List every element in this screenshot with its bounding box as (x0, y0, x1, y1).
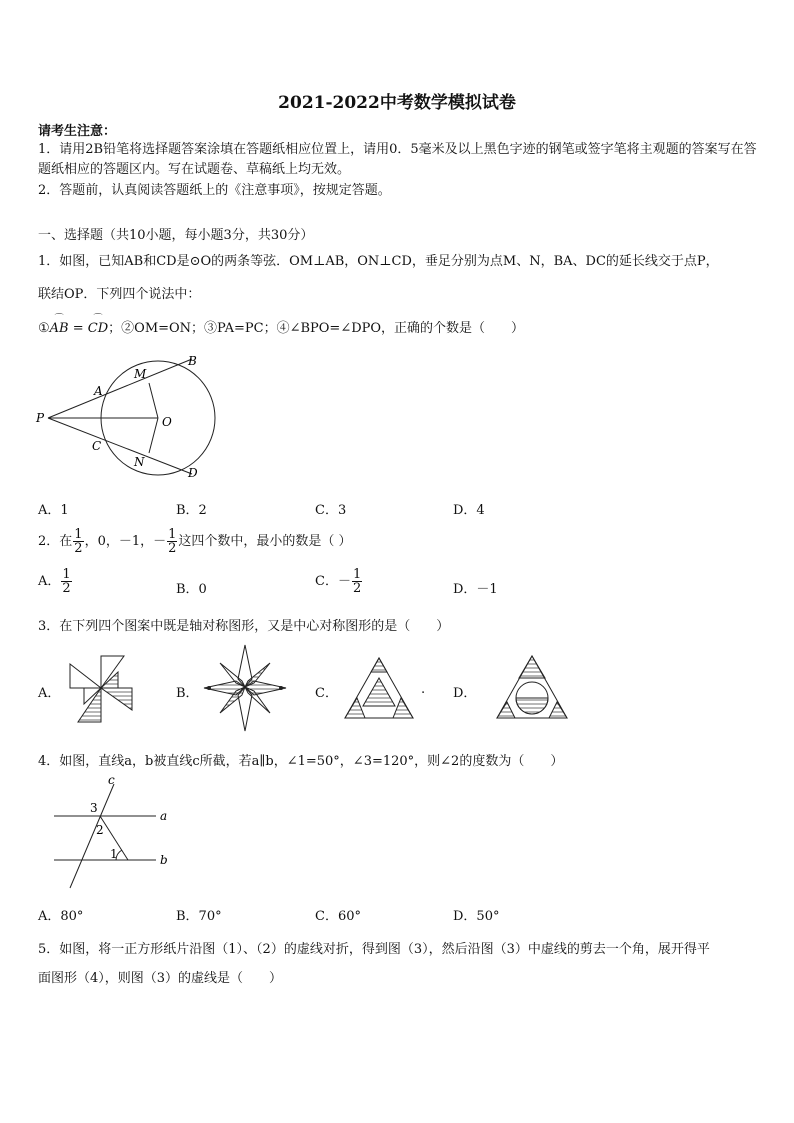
notice-item-1: 1．请用2B铅笔将选择题答案涂填在答题纸相应位置上，请用0．5毫米及以上黑色字迹的钢笔或签字笔将主观题的答案写在答题纸相应的答题区内。写在试题卷、草稿纸上均无效。 (38, 142, 757, 177)
angle-1-label: 1 (110, 847, 118, 861)
frac-num: 1 (168, 527, 177, 542)
label-a: A (94, 384, 103, 398)
q2-stem (38, 528, 352, 555)
q2-option-a-label: A． (38, 574, 61, 589)
q3-option-b: B． (176, 686, 199, 701)
label-b: b (160, 853, 168, 867)
notice-item-2: 2．答题前，认真阅读答题纸上的《注意事项》，按规定答题。 (38, 183, 391, 198)
q1-option-a: A．1 (38, 503, 69, 518)
q2-option-b: B．0 (176, 582, 207, 597)
frac-num: 1 (62, 567, 71, 582)
q2-option-c (315, 568, 363, 595)
notice-heading: 请考生注意： (38, 124, 117, 139)
q2-option-a (38, 568, 73, 595)
q2-option-c-fraction (352, 568, 362, 595)
angle-3-label: 3 (90, 801, 98, 815)
q4-option-a: A．80° (38, 909, 84, 924)
label-c: c (108, 773, 115, 787)
angle-2-label: 2 (96, 823, 104, 837)
q4-option-d: D．50° (453, 909, 500, 924)
label-p: P (36, 411, 45, 425)
label-n: N (134, 455, 145, 469)
label-a: a (160, 809, 168, 823)
q1-stem-line2: 联结OP．下列四个说法中： (38, 287, 201, 302)
q2-pre: 2．在 (38, 534, 73, 549)
frac-den: 2 (74, 541, 83, 556)
label-c: C (92, 439, 102, 453)
q1-equals: = (68, 321, 88, 336)
q3-figure-b-star (202, 643, 288, 733)
frac-den: 2 (168, 541, 177, 556)
q5-stem-line1: 5．如图，将一正方形纸片沿图（1）、（2）的虚线对折，得到图（3），然后沿图（3）中虚线的剪去一个角，展开得平 (38, 942, 710, 957)
q2-option-d: D．－1 (453, 582, 498, 597)
q2-post: 这四个数中，最小的数是（ ） (178, 534, 352, 549)
section-heading: 一、选择题（共10小题，每小题3分，共30分） (38, 228, 314, 243)
q3-dot: . (421, 682, 426, 697)
q3-option-d: D． (453, 686, 477, 701)
q4-option-c: C．60° (315, 909, 361, 924)
label-o: O (162, 415, 172, 429)
q2-fraction-neg-half (167, 528, 177, 555)
q1-option-c: C．3 (315, 503, 347, 518)
arc-cd: ⌒ CD (88, 321, 108, 336)
q1-option-b: B．2 (176, 503, 207, 518)
q1-circle-figure (30, 350, 230, 485)
q3-option-c: C． (315, 686, 338, 701)
q4-parallel-lines-figure (52, 772, 172, 890)
label-m: M (134, 367, 147, 381)
q4-option-b: B．70° (176, 909, 222, 924)
page-title: 2021-2022中考数学模拟试卷 (278, 93, 516, 113)
q1-s1-number: ① (38, 321, 50, 336)
q2-mid: ，0，－1，－ (84, 534, 167, 549)
q2-option-a-fraction (61, 568, 71, 595)
q3-stem: 3．在下列四个图案中既是轴对称图形，又是中心对称图形的是（ ） (38, 619, 450, 634)
frac-num: 1 (352, 567, 362, 582)
q3-figure-d-triangle-circle (495, 654, 569, 720)
q1-statements (38, 317, 524, 336)
label-d: D (188, 466, 198, 480)
label-b: B (188, 354, 197, 368)
frac-num: 1 (74, 527, 83, 542)
q1-option-d: D．4 (453, 503, 485, 518)
q2-option-c-label: C．－ (315, 574, 351, 589)
q4-stem: 4．如图，直线a，b被直线c所截，若a∥b，∠1=50°，∠3=120°，则∠2的度数为（ ） (38, 754, 564, 769)
q3-figure-a-pinwheel (66, 650, 136, 726)
q1-statements-rest: ；②OM=ON；③PA=PC；④∠BPO=∠DPO，正确的个数是（ ） (108, 321, 525, 336)
arc-ab: ⌒ AB (50, 321, 69, 336)
frac-den: 2 (352, 581, 362, 596)
q3-figure-c-triangle (343, 656, 415, 720)
q3-option-a: A． (38, 686, 61, 701)
frac-den: 2 (62, 581, 71, 596)
q2-fraction-half (73, 528, 83, 555)
q1-stem-line1: 1．如图，已知AB和CD是⊙O的两条等弦．OM⊥AB，ON⊥CD，垂足分别为点M、N，BA、DC的延长线交于点P， (38, 254, 719, 269)
q5-stem-line2: 面图形（4），则图（3）的虚线是（ ） (38, 971, 283, 986)
